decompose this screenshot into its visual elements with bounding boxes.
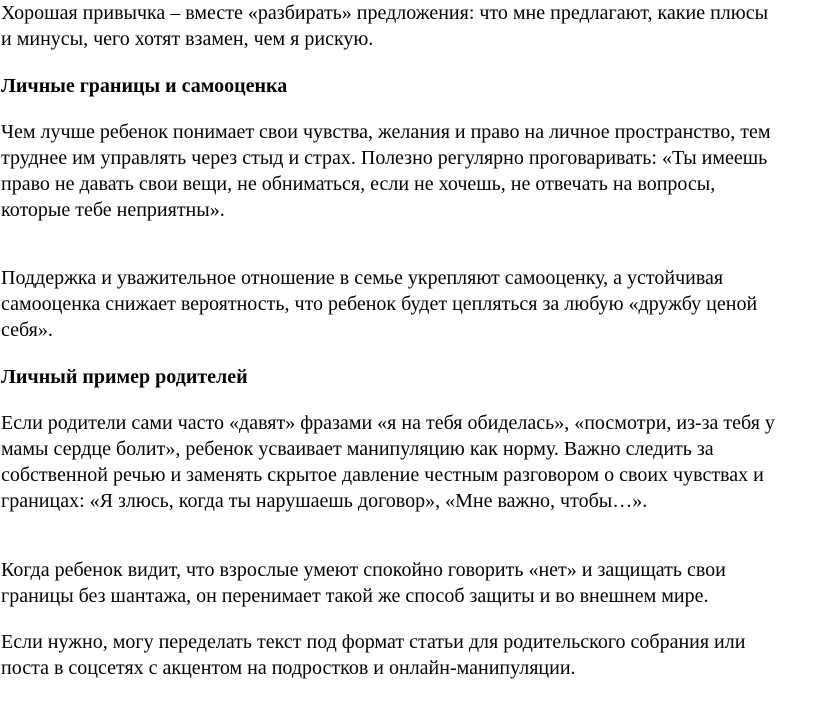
- section-heading-parent-example: Личный пример родителей: [1, 366, 248, 388]
- boundaries-paragraph: Чем лучше ребенок понимает свои чувства, желания и право на личное пространство, тем труднее им управлять через стыд и страх. Полезно регулярно проговаривать: «Ты имеешь право не давать свои вещи, не обниматься, если не хочешь, не отвечать на вопросы, которые тебе неприятны».: [1, 121, 771, 221]
- saying-no-paragraph: Когда ребенок видит, что взрослые умеют спокойно говорить «нет» и защищать свои границы без шантажа, он перенимает такой же способ защиты и во внешнем мире.: [1, 559, 726, 607]
- parent-pressure-paragraph: Если родители сами часто «давят» фразами «я на тебя обиделась», «посмотри, из-за тебя у мамы сердце болит», ребенок усваивает манипуляцию как норму. Важно следить за собственной речью и заменять скрытое давление честным разговором о своих чувствах и границах: «Я злюсь, когда ты нарушаешь договор», «Мне важно, чтобы…».: [1, 412, 775, 512]
- section-heading-personal-boundaries: Личные границы и самооценка: [1, 75, 288, 97]
- closing-paragraph: Если нужно, могу переделать текст под формат статьи для родительского собрания или поста в соцсетях с акцентом на подростков и онлайн-манипуляции.: [1, 631, 746, 679]
- intro-paragraph: Хорошая привычка – вместе «разбирать» предложения: что мне предлагают, какие плюсы и минусы, чего хотят взамен, чем я рискую.: [1, 2, 769, 50]
- self-esteem-paragraph: Поддержка и уважительное отношение в семье укрепляют самооценку, а устойчивая самооценка снижает вероятность, что ребенок будет цепляться за любую «дружбу ценой себя».: [1, 267, 758, 341]
